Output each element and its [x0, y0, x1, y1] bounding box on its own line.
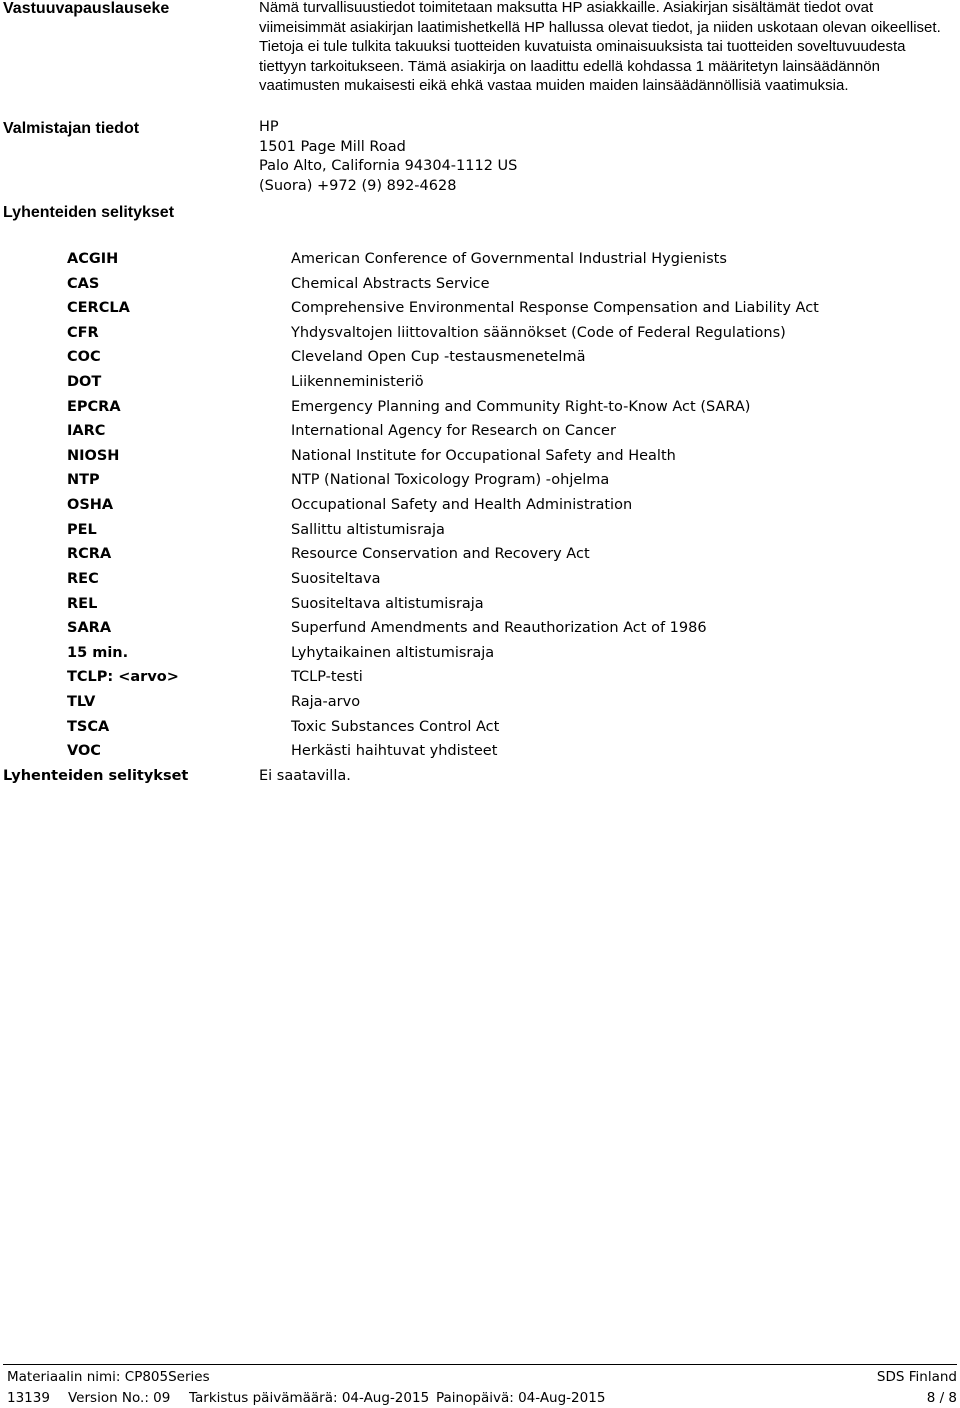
abbreviation-row [0, 349, 960, 374]
manufacturer-address [259, 118, 517, 196]
abbreviation-key: RCRA [67, 546, 112, 563]
abbreviation-row [0, 472, 960, 497]
abbreviation-key: PEL [67, 521, 97, 538]
disclaimer-text: Nämä turvallisuustiedot toimitetaan maksutta HP asiakkaille. Asiakirjan sisältämät tiedot ovat viimeisimmät asiakirjan laatimishetkellä HP hallussa olevat tiedot, ja niiden uskotaan olevan oikeelliset. Tietoja ei tule tulkita takuuksi tuotteiden kuvatuista ominaisuuksista tai tuotteiden soveltuvuudesta tiettyyn tarkoitukseen. Tämä asiakirja on laadittu edellä kohdassa 1 määritetyn lainsäädännön vaatimusten mukaisesti eikä ehkä vastaa muiden maiden lainsäädännöllisiä vaatimuksia. [259, 0, 941, 94]
abbreviation-key: TCLP: <arvo> [67, 669, 179, 686]
abbreviation-value: TCLP-testi [291, 669, 363, 686]
manufacturer-line: Palo Alto, California 94304-1112 US [259, 158, 518, 175]
abbreviation-key: ACGIH [67, 251, 119, 267]
abbreviation-value: Lyhytaikainen altistumisraja [291, 644, 495, 661]
abbreviation-row [0, 645, 960, 670]
abbreviation-row [0, 300, 960, 325]
abbreviations-table [0, 251, 960, 768]
abbreviations-na-value: Ei saatavilla. [259, 768, 351, 784]
abbreviation-key: REL [67, 595, 98, 612]
abbreviation-key: VOC [67, 743, 101, 760]
abbreviation-row [0, 694, 960, 719]
abbreviation-value: NTP (National Toxicology Program) -ohjelma [291, 472, 610, 489]
footer-doc-type: SDS Finland [876, 1369, 957, 1385]
abbreviation-value: Superfund Amendments and Reauthorization Act of 1986 [291, 620, 707, 637]
abbreviation-row [0, 522, 960, 547]
abbreviation-row [0, 719, 960, 744]
abbreviation-value: Emergency Planning and Community Right-to-Know Act (SARA) [291, 398, 751, 415]
abbreviation-row [0, 571, 960, 596]
abbreviation-key: SARA [67, 620, 112, 637]
manufacturer-line: (Suora) +972 (9) 892-4628 [259, 177, 457, 194]
abbreviation-key: REC [67, 570, 99, 587]
abbreviation-value: Yhdysvaltojen liittovaltion säännökset (Code of Federal Regulations) [291, 324, 786, 341]
manufacturer-line: HP [259, 119, 279, 135]
abbreviation-key: IARC [67, 423, 106, 440]
abbreviation-value: International Agency for Research on Cancer [291, 423, 616, 440]
abbreviation-row [0, 374, 960, 399]
abbreviation-row [0, 448, 960, 473]
abbreviation-key: CAS [67, 275, 100, 292]
abbreviation-key: COC [67, 349, 101, 366]
abbreviation-value: Chemical Abstracts Service [291, 275, 490, 292]
abbreviation-row [0, 276, 960, 301]
abbreviation-row [0, 497, 960, 522]
abbreviation-value: Liikenneministeriö [291, 374, 424, 391]
abbreviation-row [0, 325, 960, 350]
abbreviation-row [0, 546, 960, 571]
abbreviation-value: Suositeltava [291, 570, 381, 587]
footer-revision-date: Tarkistus päivämäärä: 04-Aug-2015 [189, 1390, 430, 1406]
abbreviation-row [0, 423, 960, 448]
abbreviation-value: Occupational Safety and Health Administration [291, 497, 633, 514]
footer-page-number: 8 / 8 [926, 1390, 957, 1406]
footer-rule [3, 1364, 957, 1365]
footer-material-name: Materiaalin nimi: CP805Series [7, 1369, 210, 1385]
abbreviation-key: OSHA [67, 497, 114, 514]
footer-print-date: Painopäivä: 04-Aug-2015 [436, 1390, 606, 1406]
abbreviation-row [0, 596, 960, 621]
abbreviation-key: NIOSH [67, 447, 120, 464]
abbreviation-value: Comprehensive Environmental Response Compensation and Liability Act [291, 300, 819, 317]
footer-doc-id: 13139 [7, 1390, 50, 1406]
abbreviation-value: Toxic Substances Control Act [291, 718, 500, 735]
abbreviation-value: National Institute for Occupational Safety and Health [291, 447, 676, 464]
abbreviation-row [0, 251, 960, 276]
abbreviation-row [0, 743, 960, 768]
abbreviation-row [0, 620, 960, 645]
abbreviation-value: Sallittu altistumisraja [291, 521, 445, 538]
manufacturer-line: 1501 Page Mill Road [259, 138, 406, 155]
abbreviation-value: Raja-arvo [291, 693, 361, 710]
manufacturer-label: Valmistajan tiedot [3, 120, 140, 137]
abbreviation-row [0, 399, 960, 424]
abbreviation-value: Suositeltava altistumisraja [291, 595, 484, 612]
abbreviations-na-label: Lyhenteiden selitykset [3, 768, 189, 784]
abbreviation-row [0, 669, 960, 694]
abbreviations-label: Lyhenteiden selitykset [3, 204, 175, 221]
abbreviation-key: NTP [67, 472, 100, 489]
abbreviation-key: CFR [67, 324, 99, 341]
abbreviation-key: TLV [67, 693, 96, 710]
abbreviation-value: Resource Conservation and Recovery Act [291, 546, 590, 563]
abbreviation-key: TSCA [67, 718, 110, 735]
abbreviation-value: Cleveland Open Cup -testausmenetelmä [291, 349, 586, 366]
abbreviation-key: EPCRA [67, 398, 121, 415]
disclaimer-label: Vastuuvapauslauseke [3, 0, 170, 17]
abbreviation-value: American Conference of Governmental Industrial Hygienists [291, 251, 727, 267]
abbreviation-key: DOT [67, 374, 102, 391]
abbreviation-key: CERCLA [67, 300, 130, 317]
abbreviation-value: Herkästi haihtuvat yhdisteet [291, 743, 498, 760]
footer-version: Version No.: 09 [68, 1390, 171, 1406]
abbreviation-key: 15 min. [67, 644, 129, 661]
